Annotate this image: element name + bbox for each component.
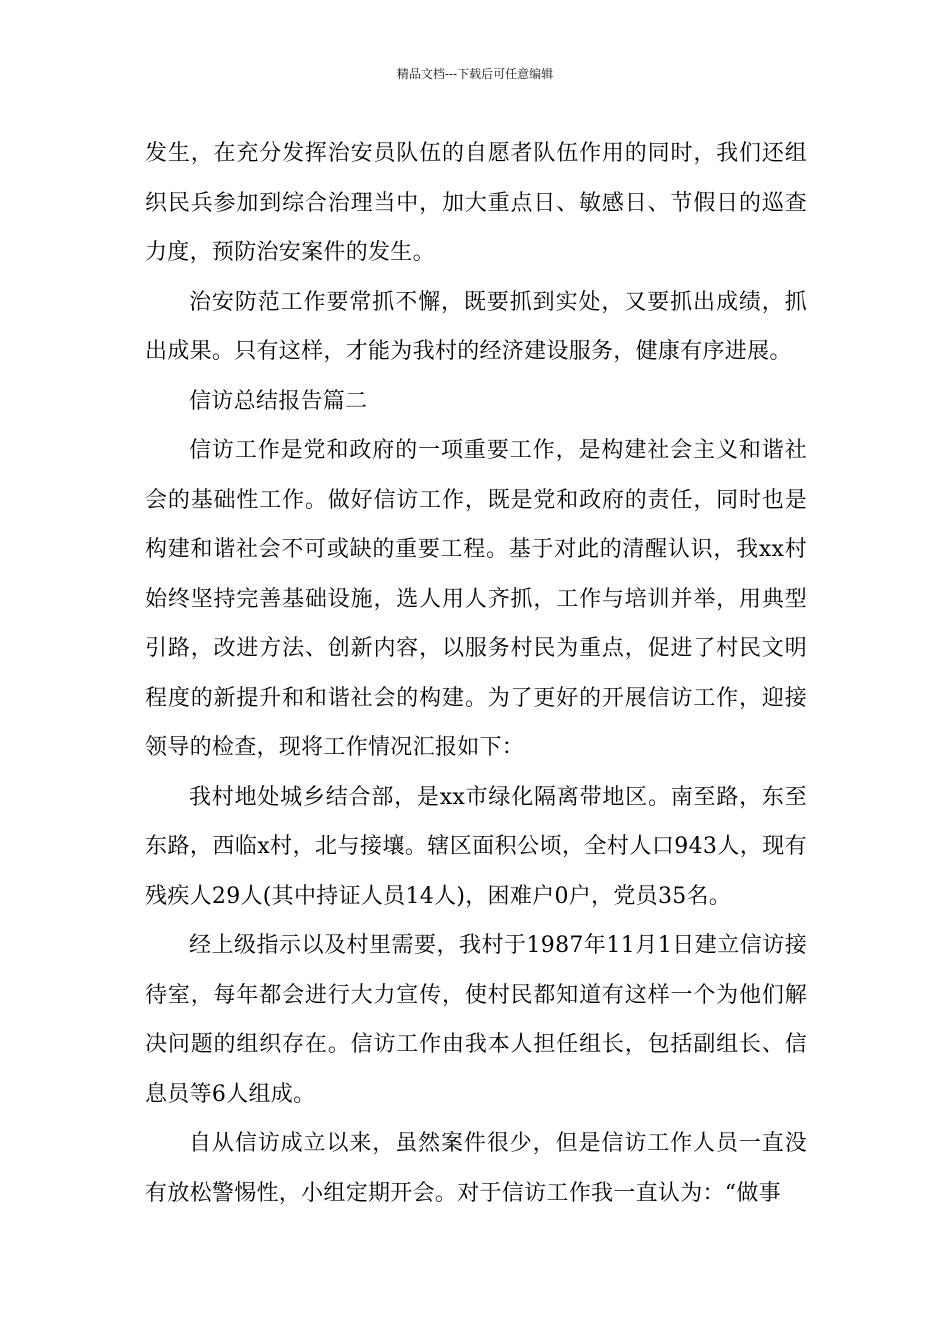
paragraph-3: 信访工作是党和政府的一项重要工作，是构建社会主义和谐社会的基础性工作。做好信访工作，既是党和政府的责任，同时也是构建和谐社会不可或缺的重要工程。基于对此的清醒认识，我xx村始终坚持完善基础设施，选人用人齐抓，工作与培训并举，用典型引路，改进方法、创新内容，以服务村民为重点，促进了村民文明程度的新提升和和谐社会的构建。为了更好的开展信访工作，迎接领导的检查，现将工作情况汇报如下： xyxy=(145,438,807,760)
paragraph-4: 我村地处城乡结合部，是xx市绿化隔离带地区。南至路，东至东路，西临x村，北与接壤。辖区面积公顷，全村人口943人，现有残疾人29人(其中持证人员14人)，困难户0户，党员35名。 xyxy=(145,784,807,909)
section-heading: 信访总结报告篇二 xyxy=(189,388,368,414)
page-header: 精品文档---下载后可任意编辑 xyxy=(396,67,554,81)
paragraph-6: 自从信访成立以来，虽然案件很少，但是信访工作人员一直没有放松警惕性，小组定期开会。对于信访工作我一直认为：“做事 xyxy=(145,1131,807,1206)
document-body xyxy=(145,129,807,1218)
paragraph-1: 发生，在充分发挥治安员队伍的自愿者队伍作用的同时，我们还组织民兵参加到综合治理当中，加大重点日、敏感日、节假日的巡查力度，预防治安案件的发生。 xyxy=(145,141,807,265)
paragraph-2: 治安防范工作要常抓不懈，既要抓到实处，又要抓出成绩，抓出成果。只有这样，才能为我村的经济建设服务，健康有序进展。 xyxy=(145,289,807,364)
paragraph-5: 经上级指示以及村里需要，我村于1987年11月1日建立信访接待室，每年都会进行大力宣传，使村民都知道有这样一个为他们解决问题的组织存在。信访工作由我本人担任组长，包括副组长、信息员等6人组成。 xyxy=(145,933,807,1107)
